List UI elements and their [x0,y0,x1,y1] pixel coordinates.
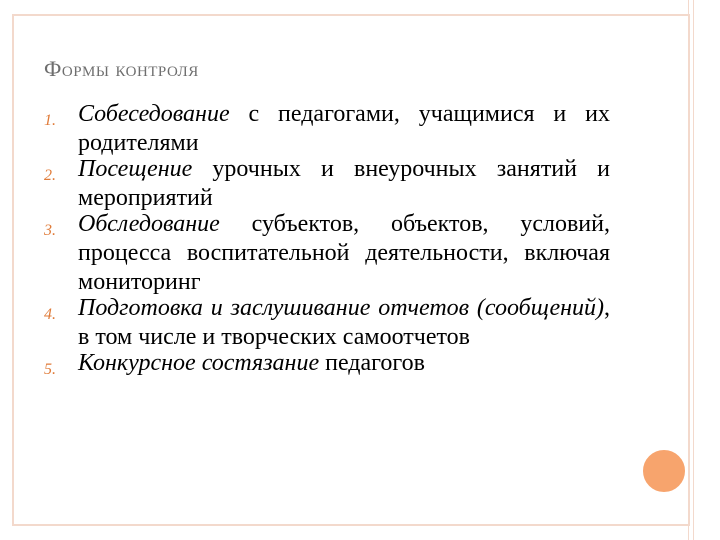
list-number: 4. [44,306,56,323]
list-item-description: субъектов, объектов, условий, процесса воспитательной деятельности, включая мониторинг [78,211,610,295]
list-number: 1. [44,112,56,129]
decorative-rail [688,0,694,540]
list-item [44,210,610,297]
list-item-term: Подготовка и заслушивание отчетов (сообщений) [78,295,604,321]
list-item-term: Посещение [78,156,193,182]
list-item [44,349,610,378]
orange-circle-decoration [640,447,688,495]
list-item-text [78,294,610,352]
list-number: 3. [44,222,56,239]
list-item-term: Собеседование [78,101,230,127]
list-item [44,294,610,352]
list-number: 2. [44,167,56,184]
list-item-term: Обследование [78,211,220,237]
list-item-description: урочных и внеурочных занятий и мероприятий [78,156,610,211]
list-item-text [78,155,610,213]
list-item-text [78,349,610,378]
list-item-description: , в том числе и творческих самоотчетов [78,295,610,350]
list-number: 5. [44,361,56,378]
list-item-term: Конкурсное состязание [78,350,320,376]
list-item-description: с педагогами, учащимися и их родителями [78,101,610,156]
list-item [44,100,610,158]
list-item-text [78,210,610,297]
control-forms-list [44,100,610,378]
list-item-description: педагогов [319,350,425,376]
list-item-text [78,100,610,158]
slide-title: Формы контроля [44,56,199,81]
list-item [44,155,610,213]
